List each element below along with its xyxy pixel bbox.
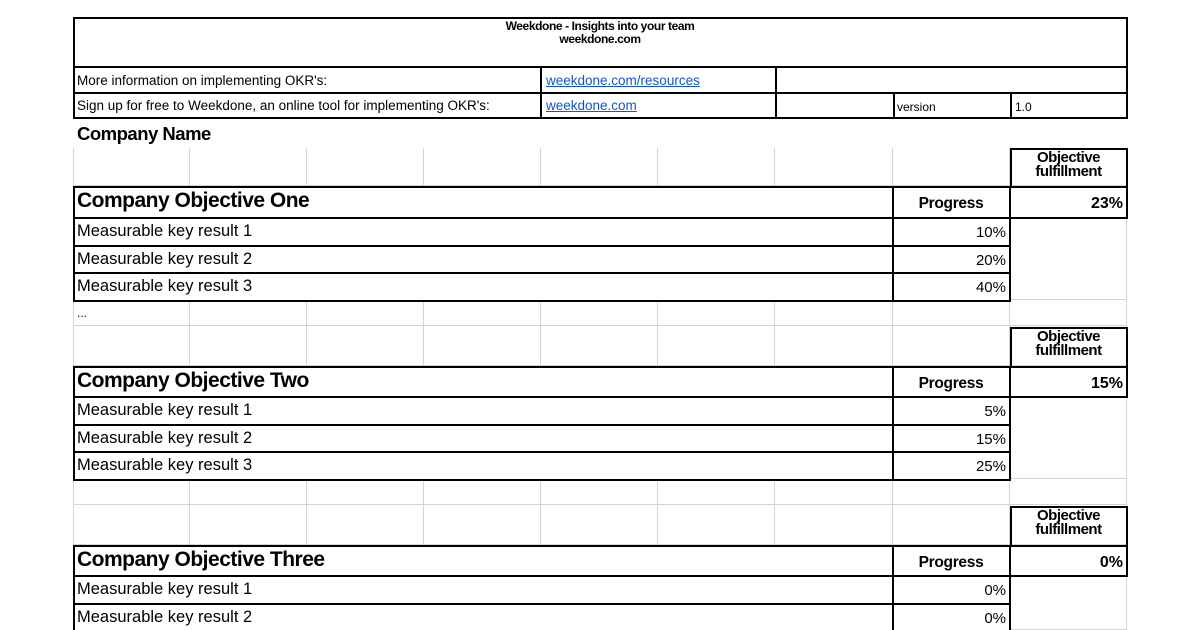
border-line [73, 245, 1011, 247]
grid-cell[interactable] [658, 505, 775, 545]
grid-cell[interactable] [307, 479, 424, 505]
border-line [73, 186, 75, 218]
border-line [73, 92, 1128, 94]
border-line [73, 576, 75, 604]
border-line [1010, 506, 1012, 545]
key-result-label[interactable]: Measurable key result 3 [77, 456, 253, 474]
progress-header: Progress [918, 195, 984, 212]
fulfillment-header: Objective [1036, 330, 1101, 345]
border-line [775, 66, 777, 118]
border-line [1010, 148, 1128, 150]
grid-cell[interactable] [775, 505, 893, 545]
border-line [892, 604, 894, 630]
border-line [73, 452, 75, 480]
border-line [73, 273, 75, 301]
key-result-progress[interactable]: 0% [984, 582, 1006, 599]
border-line [1010, 148, 1012, 186]
border-line [892, 545, 894, 576]
grid-cell[interactable] [73, 300, 190, 326]
grid-cell[interactable] [424, 326, 541, 366]
sheet-subtitle: weekdone.com [559, 33, 641, 46]
border-line [1010, 327, 1128, 329]
grid-cell[interactable] [307, 300, 424, 326]
objective-title[interactable]: Company Objective Two [77, 369, 309, 392]
border-line [73, 17, 75, 118]
company-name[interactable]: Company Name [77, 123, 211, 144]
grid-cell[interactable] [1010, 479, 1127, 505]
key-result-progress[interactable]: 10% [975, 224, 1006, 241]
border-line [892, 186, 894, 218]
border-line [1010, 327, 1012, 366]
border-line [1009, 452, 1011, 480]
grid-cell[interactable] [541, 148, 658, 186]
border-line [73, 366, 75, 397]
border-line [73, 246, 75, 274]
border-line [1009, 576, 1011, 604]
border-line [1126, 327, 1128, 366]
border-line [73, 300, 1011, 302]
key-result-label[interactable]: Measurable key result 1 [77, 401, 253, 419]
grid-cell[interactable] [1010, 218, 1127, 300]
border-line [1126, 186, 1128, 218]
grid-cell[interactable] [424, 479, 541, 505]
border-line [73, 425, 75, 453]
version-label: version [897, 100, 936, 114]
border-line [1009, 273, 1011, 301]
key-result-progress[interactable]: 0% [984, 609, 1006, 627]
border-line [73, 397, 75, 425]
progress-header: Progress [918, 375, 984, 392]
grid-cell[interactable] [775, 326, 893, 366]
border-line [73, 451, 1011, 453]
grid-cell[interactable] [73, 505, 190, 545]
grid-cell[interactable] [190, 479, 307, 505]
border-line [1126, 17, 1128, 118]
grid-cell[interactable] [190, 148, 307, 186]
more-info-label: More information on implementing OKR's: [77, 73, 328, 88]
border-line [540, 66, 542, 118]
grid-cell[interactable] [1010, 300, 1127, 326]
sheet-title: Weekdone - Insights into your team [505, 20, 695, 33]
objective-fulfillment-value[interactable]: 0% [1099, 554, 1123, 571]
border-line [892, 452, 894, 480]
grid-cell[interactable] [541, 326, 658, 366]
border-line [1010, 506, 1128, 508]
grid-cell[interactable] [307, 148, 424, 186]
grid-cell[interactable] [73, 479, 190, 505]
fulfillment-header: fulfillment [1035, 165, 1102, 180]
grid-cell[interactable] [73, 148, 190, 186]
border-line [1009, 186, 1011, 218]
border-line [73, 218, 75, 246]
border-line [892, 218, 894, 246]
grid-cell[interactable] [893, 326, 1010, 366]
progress-header: Progress [918, 554, 984, 571]
key-result-label[interactable]: Measurable key result 3 [77, 277, 253, 295]
grid-cell[interactable] [1010, 576, 1127, 630]
key-result-label[interactable]: Measurable key result 2 [77, 607, 253, 626]
key-result-progress[interactable]: 5% [984, 403, 1006, 420]
border-line [893, 92, 895, 118]
border-line [1010, 92, 1012, 118]
grid-cell[interactable] [424, 505, 541, 545]
border-line [73, 17, 1128, 19]
border-line [1009, 366, 1011, 397]
grid-cell[interactable] [541, 300, 658, 326]
fulfillment-header: Objective [1036, 509, 1101, 524]
grid-cell[interactable] [1010, 397, 1127, 479]
border-line [73, 604, 75, 630]
border-line [73, 186, 1128, 188]
border-line [1009, 246, 1011, 274]
grid-cell[interactable] [893, 505, 1010, 545]
grid-cell[interactable] [424, 300, 541, 326]
border-line [73, 66, 1128, 68]
fulfillment-header: Objective [1036, 151, 1101, 166]
grid-cell[interactable] [775, 300, 893, 326]
grid-cell[interactable] [893, 300, 1010, 326]
grid-cell[interactable] [73, 326, 190, 366]
version-value: 1.0 [1015, 100, 1032, 114]
border-line [892, 576, 894, 604]
border-line [73, 366, 1128, 368]
border-line [1009, 218, 1011, 246]
key-result-label[interactable]: Measurable key result 1 [77, 580, 253, 598]
key-result-progress[interactable]: 20% [975, 251, 1006, 269]
border-line [73, 575, 1128, 577]
grid-cell[interactable] [307, 326, 424, 366]
border-line [73, 396, 1128, 398]
border-line [1126, 148, 1128, 186]
border-line [73, 217, 1128, 219]
border-line [1009, 604, 1011, 630]
resources-link[interactable]: weekdone.com/resources [546, 73, 700, 88]
fulfillment-header: fulfillment [1035, 523, 1102, 538]
border-line [892, 366, 894, 397]
grid-cell[interactable] [658, 148, 775, 186]
grid-cell[interactable] [541, 505, 658, 545]
border-line [892, 246, 894, 274]
grid-cell[interactable] [658, 326, 775, 366]
signup-label: Sign up for free to Weekdone, an online tool for implementing OKR's: [77, 98, 490, 113]
objective-title[interactable]: Company Objective One [77, 189, 310, 212]
key-result-label[interactable]: Measurable key result 2 [77, 428, 253, 447]
objective-fulfillment-value[interactable]: 15% [1090, 375, 1123, 392]
grid-cell[interactable] [775, 479, 893, 505]
grid-cell[interactable] [541, 479, 658, 505]
border-line [892, 273, 894, 301]
border-line [73, 424, 1011, 426]
grid-cell[interactable] [190, 505, 307, 545]
border-line [1126, 366, 1128, 397]
key-result-label[interactable]: Measurable key result 1 [77, 222, 253, 240]
key-result-label[interactable]: Measurable key result 2 [77, 249, 253, 268]
key-result-progress[interactable]: 40% [975, 279, 1006, 296]
border-line [73, 545, 1128, 547]
border-line [73, 479, 1011, 481]
border-line [1009, 425, 1011, 453]
border-line [1126, 545, 1128, 576]
signup-link[interactable]: weekdone.com [546, 98, 637, 113]
grid-cell[interactable] [658, 300, 775, 326]
objective-title[interactable]: Company Objective Three [77, 548, 325, 571]
ellipsis-row: ... [77, 306, 88, 320]
fulfillment-header: fulfillment [1035, 344, 1102, 359]
grid-cell[interactable] [424, 148, 541, 186]
border-line [73, 545, 75, 576]
border-line [73, 603, 1011, 605]
border-line [892, 397, 894, 425]
border-line [1126, 506, 1128, 545]
border-line [73, 272, 1011, 274]
border-line [1009, 545, 1011, 576]
key-result-progress[interactable]: 25% [975, 458, 1006, 475]
grid-cell[interactable] [658, 479, 775, 505]
grid-cell[interactable] [893, 479, 1010, 505]
border-line [1009, 397, 1011, 425]
grid-cell[interactable] [307, 505, 424, 545]
grid-cell[interactable] [893, 148, 1010, 186]
border-line [892, 425, 894, 453]
objective-fulfillment-value[interactable]: 23% [1090, 195, 1123, 212]
border-line [73, 117, 1128, 119]
grid-cell[interactable] [775, 148, 893, 186]
grid-cell[interactable] [190, 326, 307, 366]
key-result-progress[interactable]: 15% [975, 430, 1006, 448]
grid-cell[interactable] [190, 300, 307, 326]
